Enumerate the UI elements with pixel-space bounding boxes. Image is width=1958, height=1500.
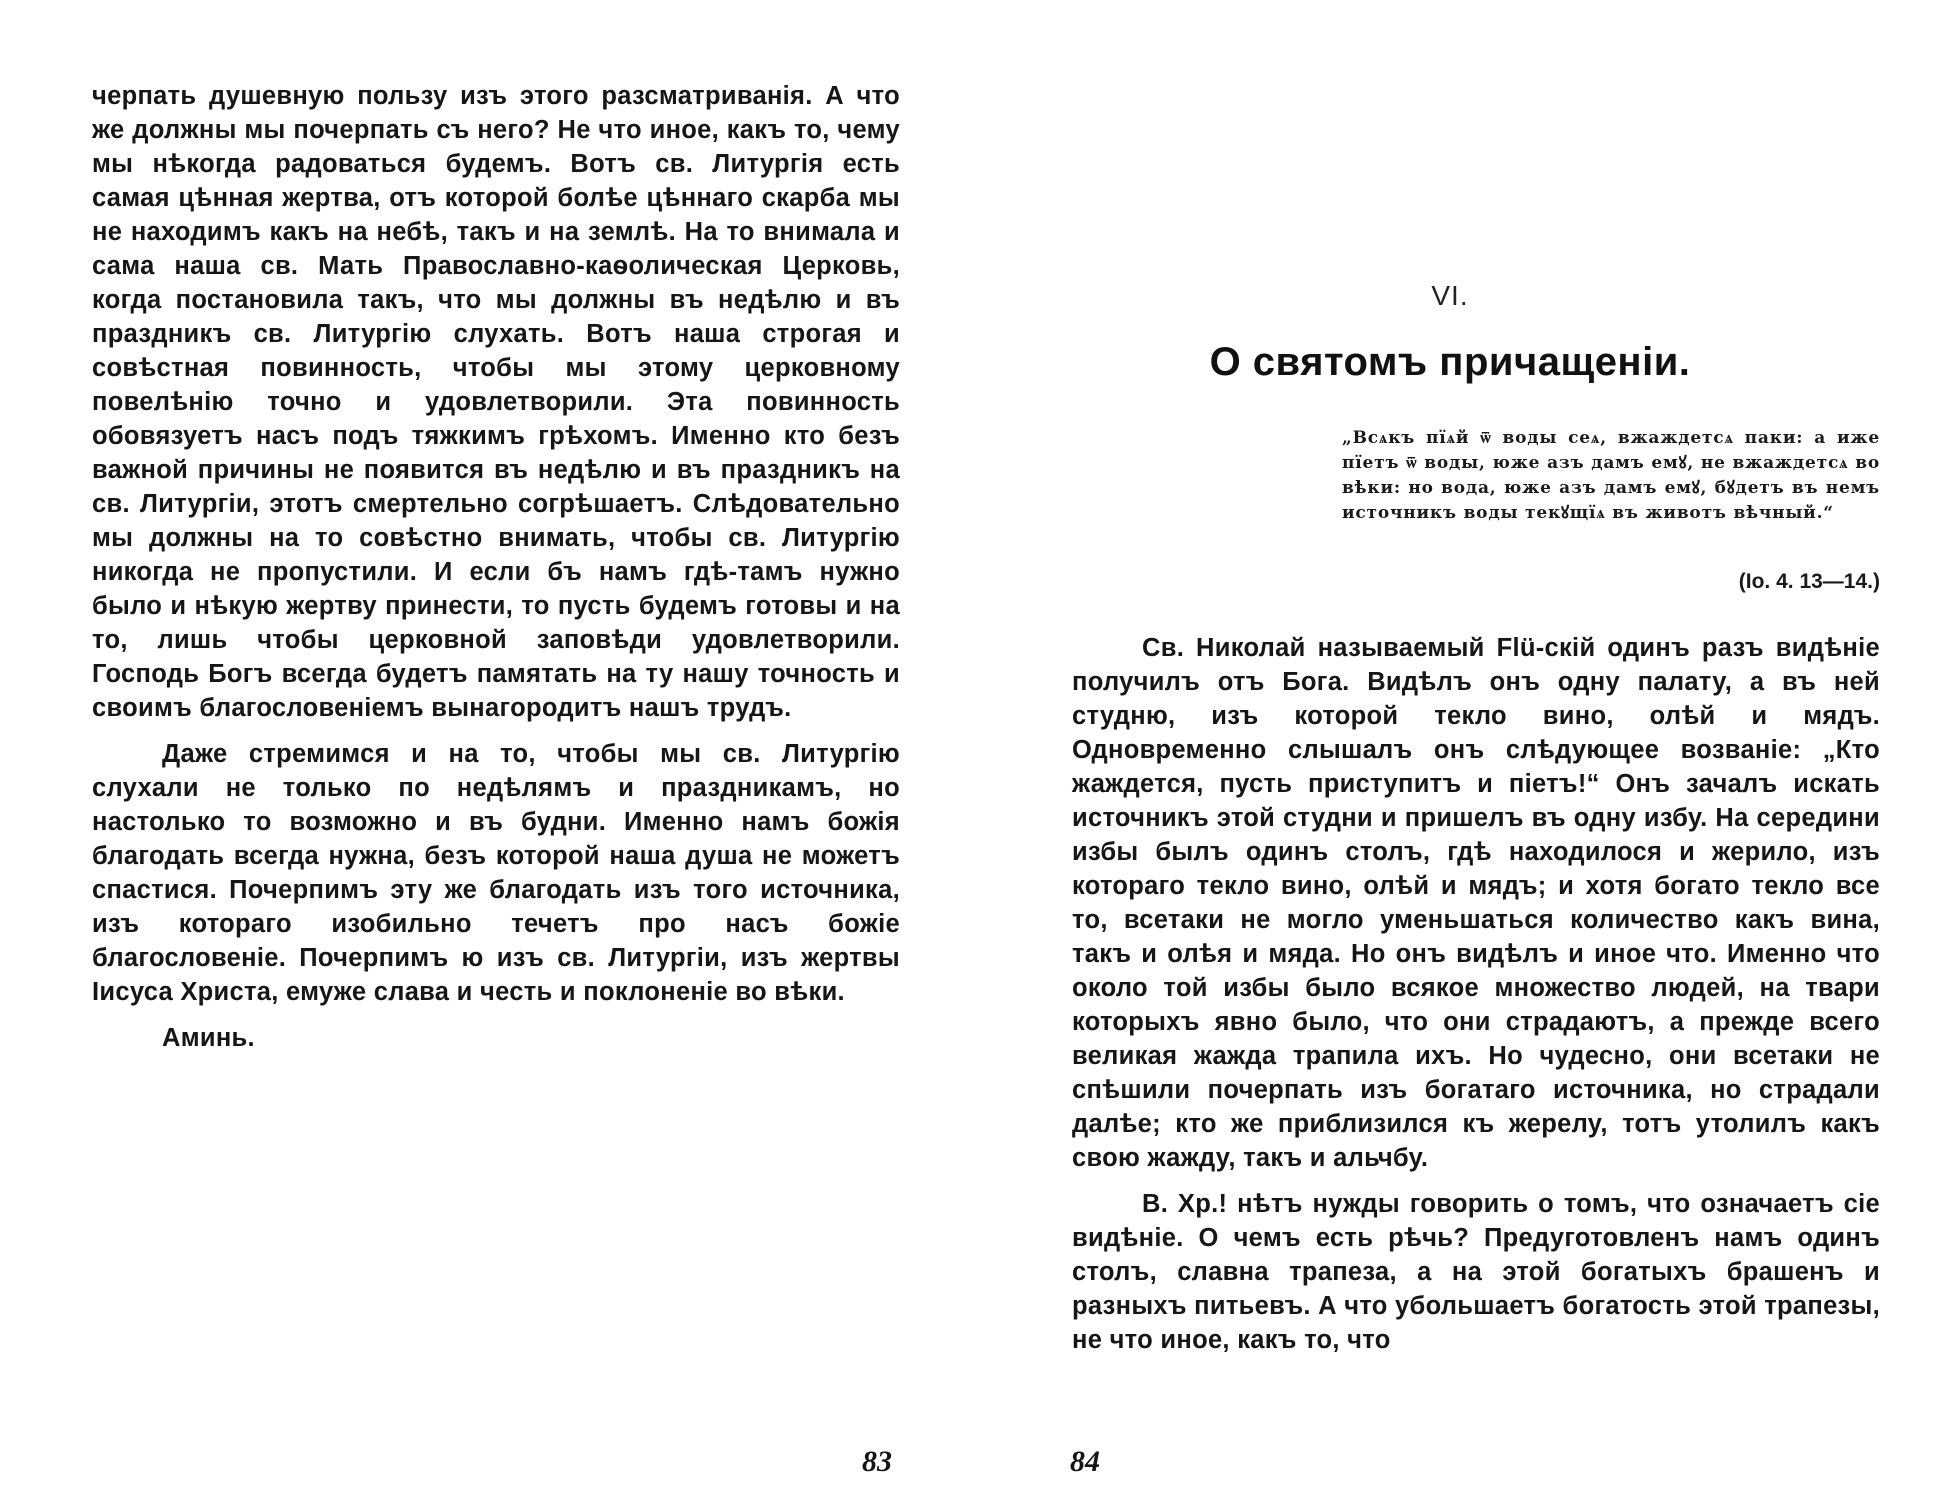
chapter-title: О святомъ причащеніи. [1209, 340, 1691, 384]
epigraph: „Всѧкъ пїѧй ѿ воды сеѧ, вжаждетсѧ паки: а иже пїетъ ѿ воды, юже азъ дамъ емꙋ, не вжаждетсѧ во вѣки: но вода, юже азъ дамъ емꙋ, бꙋдетъ въ немъ источникъ воды текꙋщїѧ въ животъ вѣчный.“ [1342, 428, 1880, 523]
right-paragraph-2: В. Хр.! нѣтъ нужды говорить о томъ, что означаетъ сіе видѣніе. О чемъ есть рѣчь? Предуготовленъ намъ одинъ столъ, славна трапеза, а на этой богатыхъ брашенъ и разныхъ питьевъ. А что убольшаетъ богатость этой трапезы, не что иное, какъ то, что [1072, 1190, 1880, 1354]
epigraph-reference: (Іо. 4. 13—14.) [1738, 570, 1880, 593]
right-paragraph-1: Св. Николай называемый Flü-скій одинъ разъ видѣніе получилъ отъ Бога. Видѣлъ онъ одну палату, а въ ней студню, изъ которой текло вино, олѣй и мядъ. Одновременно слышалъ онъ слѣдующее возваніе: „Кто жаждется, пусть приступитъ и піетъ!“ Онъ зачалъ искать источникъ этой студни и пришелъ въ одну избу. На середини избы былъ одинъ столъ, гдѣ находилося и жерило, изъ котораго текло вино, олѣй и мядъ; и хотя богато текло все то, всетаки не могло уменьшаться количество какъ вина, такъ и олѣя и мяда. Но онъ видѣлъ и иное что. Именно что около той избы было всякое множество людей, на твари которыхъ явно было, что они страдаютъ, а прежде всего великая жажда трапила ихъ. Но чудесно, они всетаки не спѣшили почерпать изъ богатаго источника, но страдали далѣе; кто же приблизился къ жерелу, тотъ утолилъ какъ свою жажду, такъ и альчбу. [1072, 634, 1880, 1172]
chapter-number: VI. [1431, 280, 1469, 311]
left-paragraph-2: Даже стремимся и на то, чтобы мы св. Литургію слухали не только по недѣлямъ и праздникамъ, но настолько то возможно и въ будни. Именно намъ божія благодать всегда нужна, безъ которой наша душа не можетъ спастися. Почерпимъ эту же благодать изъ того источника, изъ котораго изобильно течетъ про насъ божіе благословеніе. Почерпимъ ю изъ св. Литургіи, изъ жертвы Іисуса Христа, емуже слава и честь и поклоненіе во вѣки. [92, 740, 900, 1006]
page-number-left: 83 [862, 1445, 892, 1478]
right-page-body [1072, 631, 1880, 1369]
left-paragraph-1: черпать душевную пользу изъ этого разсматриванія. А что же должны мы почерпать съ него? Не что иное, какъ то, чему мы нѣкогда радоваться будемъ. Вотъ св. Литургія есть самая цѣнная жертва, отъ которой болѣе цѣннаго скарба мы не находимъ какъ на небѣ, такъ и на землѣ. На то внимала и сама наша св. Мать Православно-каѳолическая Церковь, когда постановила такъ, что мы должны въ недѣлю и въ праздникъ св. Литургію слухать. Вотъ наша строгая и совѣстная повинность, чтобы мы этому церковному повелѣнію точно и удовлетворили. Эта повинность обовязуетъ насъ подъ тяжкимъ грѣхомъ. Именно кто безъ важной причины не появится въ недѣлю и въ праздникъ на св. Литургіи, этотъ смертельно согрѣшаетъ. Слѣдовательно мы должны на то совѣстно внимать, чтобы св. Литургію никогда не пропустили. И если бъ намъ гдѣ-тамъ нужно было и нѣкую жертву принести, то пусть будемъ готовы и на то, лишь чтобы церковной заповѣди удовлетворили. Господь Богъ всегда будетъ памятать на ту нашу точность и своимъ благословеніемъ вынагородитъ нашъ трудъ. [92, 82, 900, 722]
page-number-right: 84 [1070, 1445, 1100, 1478]
closing-amen: Аминь. [162, 1024, 255, 1052]
left-page-body [92, 79, 900, 1067]
